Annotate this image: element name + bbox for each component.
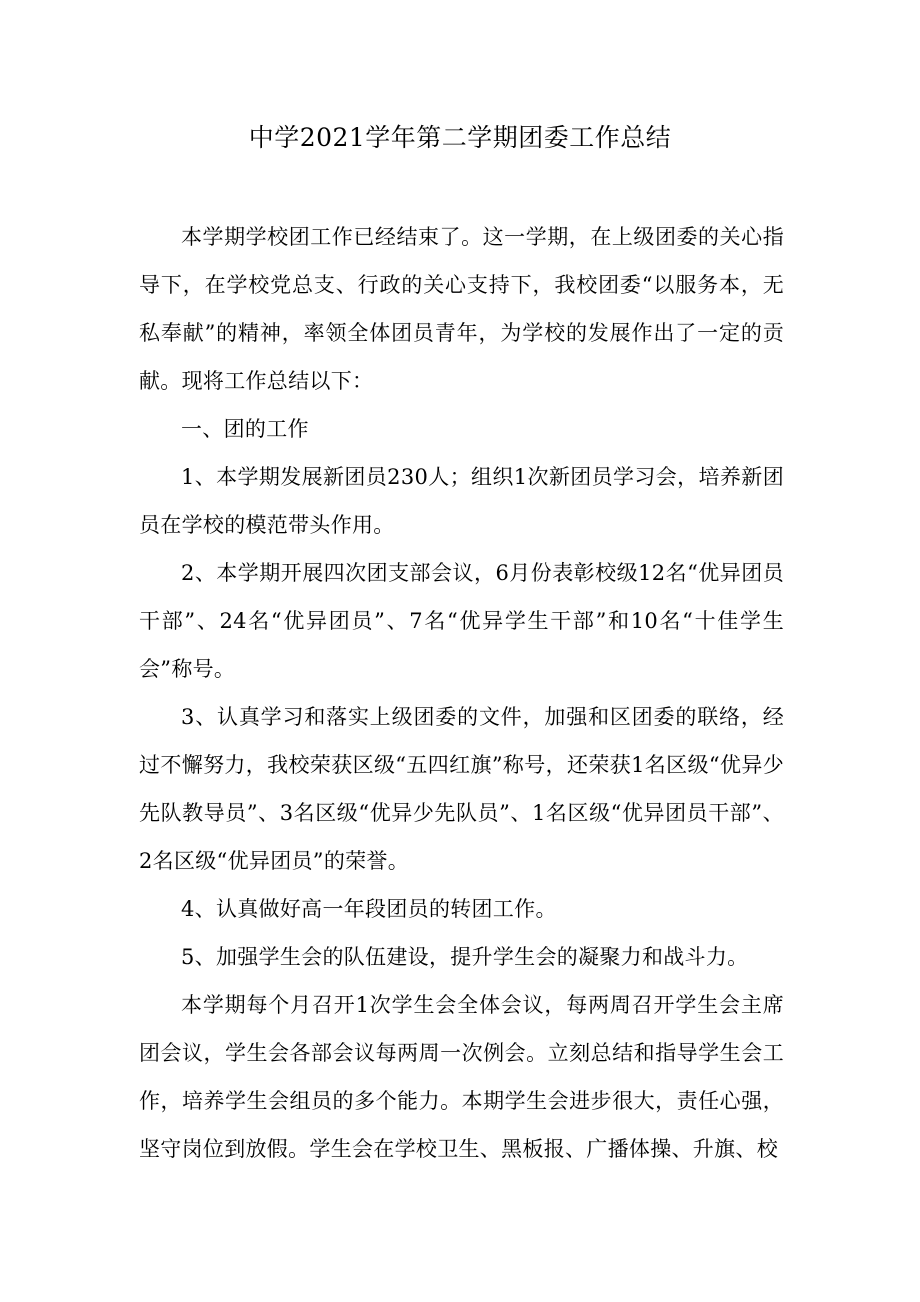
paragraph-intro: 本学期学校团工作已经结束了。这一学期，在上级团委的关心指导下，在学校党总支、行政的关心支持下，我校团委“以服务本，无私奉献”的精神，率领全体团员青年，为学校的发展作出了一定的贡献。现将工作总结以下： [139, 225, 784, 393]
paragraph-student-union: 本学期每个月召开1次学生会全体会议，每两周召开学生会主席团会议，学生会各部会议每两周一次例会。立刻总结和指导学生会工作，培养学生会组员的多个能力。本期学生会进步很大，责任心强，坚守岗位到放假。学生会在学校卫生、黑板报、广播体操、升旗、校 [139, 993, 784, 1161]
document-title: 中学2021学年第二学期团委工作总结 [248, 123, 672, 152]
document-body [139, 213, 784, 1173]
paragraph-item-3: 3、认真学习和落实上级团委的文件，加强和区团委的联络，经过不懈努力，我校荣获区级“五四红旗”称号，还荣获1名区级“优异少先队教导员”、3名区级“优异少先队员”、1名区级“优异团员干部”、2名区级“优异团员”的荣誉。 [139, 705, 784, 873]
paragraph-item-2: 2、本学期开展四次团支部会议，6月份表彰校级12名“优异团员干部”、24名“优异团员”、7名“优异学生干部”和10名“十佳学生会”称号。 [139, 561, 784, 681]
paragraph-item-1: 1、本学期发展新团员230人；组织1次新团员学习会，培养新团员在学校的模范带头作用。 [139, 465, 784, 537]
paragraph-item-5: 5、加强学生会的队伍建设，提升学生会的凝聚力和战斗力。 [181, 945, 749, 969]
paragraph-item-4: 4、认真做好高一年段团员的转团工作。 [181, 897, 557, 921]
section-heading-league-work: 一、团的工作 [181, 417, 309, 441]
